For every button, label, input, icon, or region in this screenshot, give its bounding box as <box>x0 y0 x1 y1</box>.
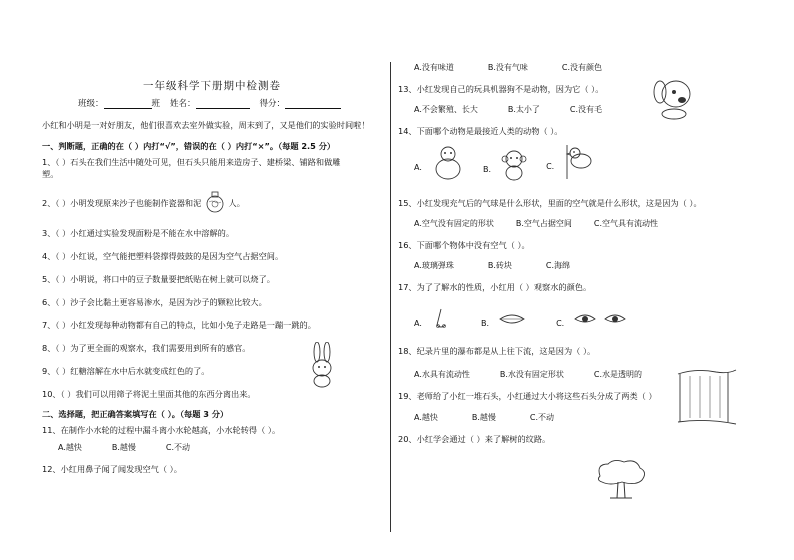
option-c[interactable]: C.没有毛 <box>569 105 603 114</box>
question-5: 5、（ ）小明说，将口中的豆子数量要把纸贴在树上就可以烧了。 <box>42 274 275 284</box>
eyes-icon <box>573 310 627 332</box>
option-c[interactable]: C.水是透明的 <box>593 370 643 379</box>
question-11-options <box>58 442 382 453</box>
left-column <box>42 60 382 475</box>
option-a[interactable]: A.越快 <box>58 443 82 452</box>
question-18: 18、纪录片里的瀑布都是从上往下流，这是因为（ ）。 <box>398 346 596 356</box>
question-1-cont: 塑。 <box>42 169 59 179</box>
section1-heading: 一、判断题，正确的在（ ）内打“√”，错误的在（ ）内打“×”。（每题 2.5 分） <box>42 141 336 151</box>
option-c[interactable]: C.不动 <box>529 413 555 422</box>
option-a[interactable]: A.水具有流动性 <box>414 370 470 379</box>
option-b[interactable]: B.砖块 <box>487 261 512 270</box>
option-a[interactable]: A. <box>414 307 451 335</box>
option-a[interactable]: A.没有味道 <box>414 63 454 72</box>
rabbit-icon <box>304 342 340 392</box>
page-title: 一年级科学下册期中检测卷 <box>143 80 281 92</box>
name-field[interactable]: 姓名： <box>170 97 250 109</box>
mouth-icon <box>498 311 526 331</box>
option-b[interactable]: B.空气占据空间 <box>515 219 572 228</box>
question-14-options <box>414 145 768 185</box>
option-a[interactable]: A. <box>414 145 465 185</box>
option-c[interactable]: C.不动 <box>165 443 191 452</box>
column-divider <box>390 62 391 532</box>
question-13-options <box>414 104 768 115</box>
option-b[interactable]: B.水没有固定形状 <box>499 370 564 379</box>
bird-icon <box>563 143 595 185</box>
question-17: 17、为了了解水的性质，小红用（ ）观察水的颜色。 <box>398 282 592 292</box>
option-c[interactable]: C. <box>546 143 595 185</box>
option-b[interactable]: B.越慢 <box>471 413 496 422</box>
question-10: 10、（ ）我们可以用筛子将泥土里面其他的东西分离出来。 <box>42 389 256 399</box>
score-field[interactable]: 得分： <box>260 97 342 109</box>
question-16: 16、下面哪个物体中没有空气（ ）。 <box>398 240 530 250</box>
question-12: 12、小红用鼻子闻了闻发现空气（ ）。 <box>42 464 182 474</box>
option-a[interactable]: A.越快 <box>414 413 438 422</box>
option-b[interactable]: B.越慢 <box>111 443 136 452</box>
option-c[interactable]: C. <box>556 310 627 332</box>
option-b[interactable]: B. <box>483 149 528 185</box>
option-b[interactable]: B.没有气味 <box>487 63 528 72</box>
nose-icon <box>431 307 451 335</box>
student-info-row <box>78 97 382 109</box>
class-field[interactable]: 班级： 班 <box>78 99 161 109</box>
question-4: 4、（ ）小红说，空气能把塑料袋撑得鼓鼓的是因为空气占据空间。 <box>42 251 284 261</box>
tree-icon <box>592 458 650 504</box>
question-15-options <box>414 218 768 229</box>
option-a[interactable]: A.不会繁殖、长大 <box>414 105 478 114</box>
question-1: 1、（ ）石头在我们生活中随处可见，但石头只能用来造房子、建桥梁、铺路和做雕 <box>42 157 341 167</box>
question-13: 13、小红发现自己的玩具机器狗不是动物，因为它（ ）。 <box>398 84 604 94</box>
robot-dog-icon <box>650 76 696 124</box>
option-c[interactable]: C.海绵 <box>545 261 571 270</box>
clay-vase-icon <box>204 190 226 217</box>
intro-text: 小红和小明是一对好朋友，他们很喜欢去室外做实验，周末到了，又是他们的实验时间啦！ <box>42 120 370 130</box>
question-17-options <box>414 307 768 335</box>
question-16-options <box>414 260 768 271</box>
option-c[interactable]: C.空气具有流动性 <box>593 219 659 228</box>
question-8: 8、（ ）为了更全面的观察水，我们需要用到所有的感官。 <box>42 343 251 353</box>
option-c[interactable]: C.没有颜色 <box>561 63 603 72</box>
option-b[interactable]: B.太小了 <box>507 105 540 114</box>
question-12-options <box>414 62 768 73</box>
question-20: 20、小红学会通过（ ）来了解树的纹路。 <box>398 434 551 444</box>
option-b[interactable]: B. <box>481 311 526 332</box>
question-3: 3、（ ）小红通过实验发现面粉是不能在水中溶解的。 <box>42 228 235 238</box>
question-15: 15、小红发现充气后的气球是什么形状，里面的空气就是什么形状，这是因为（ ）。 <box>398 198 702 208</box>
section2-heading: 二、选择题，把正确答案填写在（ ）。（每题 3 分） <box>42 409 229 419</box>
question-2: 2、（ ）小明发现原来沙子也能制作瓷器和泥 人。 <box>42 190 382 217</box>
question-11: 11、在制作小水轮的过程中漏斗离小水轮越高，小水轮转得（ ）。 <box>42 425 281 435</box>
option-a[interactable]: A.空气没有固定的形状 <box>414 219 494 228</box>
option-a[interactable]: A.玻璃弹珠 <box>414 261 454 270</box>
question-6: 6、（ ）沙子会比黏土更容易渗水，是因为沙子的颗粒比较大。 <box>42 297 267 307</box>
gorilla-icon <box>431 145 465 185</box>
question-9: 9、（ ）红糖溶解在水中后水就变成红色的了。 <box>42 366 210 376</box>
waterfall-icon <box>676 368 738 430</box>
question-7: 7、（ ）小红发现每种动物都有自己的特点，比如小兔子走路是一蹦一跳的。 <box>42 320 316 330</box>
monkey-icon <box>500 149 528 185</box>
question-19: 19、老师给了小红一堆石头，小红通过大小将这些石头分成了两类（ ） <box>398 391 657 401</box>
question-14: 14、下面哪个动物是最接近人类的动物（ ）。 <box>398 126 563 136</box>
